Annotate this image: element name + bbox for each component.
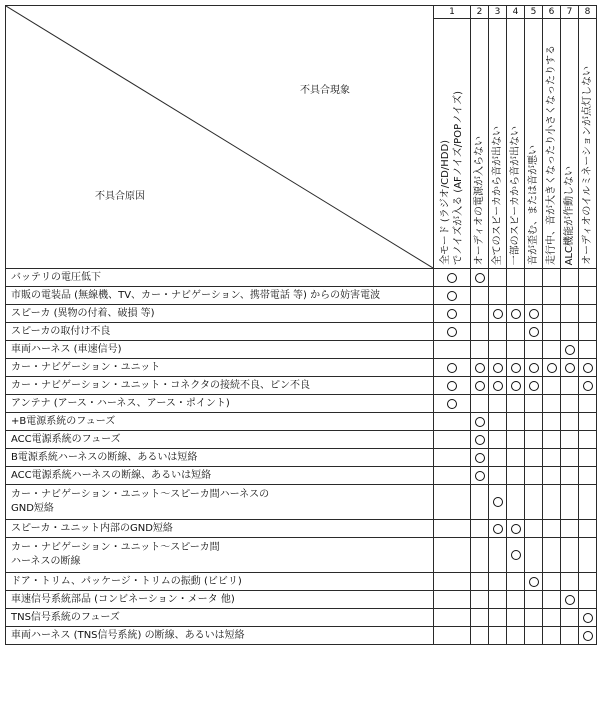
mark-cell-col-2: [471, 520, 489, 538]
mark-cell-col-8: [579, 449, 597, 467]
table-row: [6, 323, 597, 341]
cause-text: バッテリの電圧低下: [11, 271, 101, 283]
mark-cell-col-4: [507, 591, 525, 609]
mark-cell-col-3: [489, 609, 507, 627]
table-row: [6, 520, 597, 538]
mark-cell-col-7: [561, 395, 579, 413]
table-row: [6, 573, 597, 591]
mark-cell-col-2: [471, 627, 489, 645]
mark-cell-col-2: [471, 467, 489, 485]
mark-cell-col-4: [507, 449, 525, 467]
symptom-heading-wrap: [543, 19, 560, 268]
mark-cell-col-8: [579, 627, 597, 645]
symptom-heading-text: [545, 45, 558, 265]
mark-cell-col-3: [489, 538, 507, 573]
symptom-heading-line: 全てのスピーカから音が出ない: [492, 125, 503, 265]
symptom-heading-wrap: [471, 19, 488, 268]
mark-cell-col-2: [471, 573, 489, 591]
table-row: [6, 467, 597, 485]
table-row: [6, 377, 597, 395]
symptom-heading-line: 全モード (ラジオ/CD/HDD): [440, 140, 451, 265]
mark-cell-col-5: [525, 323, 543, 341]
mark-cell-col-6: [543, 573, 561, 591]
mark-cell-col-2: [471, 538, 489, 573]
mark-cell-col-5: [525, 305, 543, 323]
table-row: [6, 431, 597, 449]
table-row: [6, 485, 597, 520]
mark-cell-col-7: [561, 485, 579, 520]
cause-text: 車速信号系統部品 (コンビネーション・メータ 他): [11, 593, 235, 605]
mark-cell-col-6: [543, 341, 561, 359]
cause-text: 車両ハーネス (TNS信号系統) の断線、あるいは短絡: [11, 629, 245, 641]
cause-text: アンテナ (アース・ハーネス、アース・ポイント): [11, 397, 230, 409]
column-number-5: 5: [525, 6, 543, 19]
symptom-heading-text: [509, 126, 522, 265]
applicable-circle-icon: [475, 363, 485, 373]
applicable-circle-icon: [511, 363, 521, 373]
mark-cell-col-5: [525, 413, 543, 431]
corner-header: [6, 6, 434, 269]
mark-cell-col-5: [525, 467, 543, 485]
applicable-circle-icon: [447, 363, 457, 373]
symptom-heading-line: 走行中、音が大きくなったり小さくなったりする: [546, 45, 557, 265]
mark-cell-col-6: [543, 359, 561, 377]
mark-cell-col-8: [579, 341, 597, 359]
symptom-heading-col-7: [561, 19, 579, 269]
symptom-heading-line: でノイズが入る (AFノイズ/POPノイズ): [453, 91, 464, 265]
cause-cell: [6, 485, 434, 520]
cause-text: ACC電源系統のフューズ: [11, 433, 121, 445]
symptom-heading-wrap: [489, 19, 506, 268]
applicable-circle-icon: [493, 524, 503, 534]
mark-cell-col-7: [561, 609, 579, 627]
mark-cell-col-7: [561, 591, 579, 609]
mark-cell-col-1: [434, 591, 471, 609]
applicable-circle-icon: [529, 309, 539, 319]
mark-cell-col-5: [525, 449, 543, 467]
mark-cell-col-1: [434, 341, 471, 359]
mark-cell-col-3: [489, 591, 507, 609]
mark-cell-col-6: [543, 520, 561, 538]
mark-cell-col-4: [507, 538, 525, 573]
cause-text: +B電源系統のフューズ: [11, 415, 116, 427]
mark-cell-col-8: [579, 377, 597, 395]
mark-cell-col-7: [561, 520, 579, 538]
cause-cell: [6, 287, 434, 305]
mark-cell-col-1: [434, 305, 471, 323]
mark-cell-col-5: [525, 359, 543, 377]
mark-cell-col-6: [543, 287, 561, 305]
applicable-circle-icon: [447, 399, 457, 409]
mark-cell-col-4: [507, 627, 525, 645]
mark-cell-col-3: [489, 377, 507, 395]
table-row: [6, 269, 597, 287]
applicable-circle-icon: [493, 309, 503, 319]
cause-text: スピーカの取付け不良: [11, 325, 111, 337]
cause-text: ドア・トリム、パッケージ・トリムの振動 (ビビリ): [11, 575, 242, 587]
column-number-7: 7: [561, 6, 579, 19]
symptom-heading-col-6: [543, 19, 561, 269]
symptom-heading-col-8: [579, 19, 597, 269]
mark-cell-col-4: [507, 377, 525, 395]
mark-cell-col-3: [489, 485, 507, 520]
symptom-heading-wrap: [434, 19, 470, 268]
mark-cell-col-8: [579, 431, 597, 449]
table-row: [6, 359, 597, 377]
mark-cell-col-2: [471, 413, 489, 431]
symptom-heading-line: 一部のスピーカから音が出ない: [510, 125, 521, 265]
mark-cell-col-6: [543, 467, 561, 485]
applicable-circle-icon: [583, 631, 593, 641]
applicable-circle-icon: [511, 550, 521, 560]
mark-cell-col-6: [543, 591, 561, 609]
mark-cell-col-5: [525, 395, 543, 413]
mark-cell-col-4: [507, 609, 525, 627]
applicable-circle-icon: [565, 363, 575, 373]
table-row: [6, 395, 597, 413]
symptom-heading-text: [527, 145, 540, 265]
cause-text: B電源系統ハーネスの断線、あるいは短絡: [11, 451, 198, 463]
applicable-circle-icon: [583, 381, 593, 391]
mark-cell-col-2: [471, 395, 489, 413]
cause-cell: [6, 341, 434, 359]
cause-cell: [6, 323, 434, 341]
mark-cell-col-7: [561, 627, 579, 645]
applicable-circle-icon: [493, 497, 503, 507]
cause-cell: [6, 305, 434, 323]
cause-cell: [6, 520, 434, 538]
mark-cell-col-8: [579, 395, 597, 413]
applicable-circle-icon: [511, 309, 521, 319]
cause-text: ハーネスの断線: [11, 556, 81, 567]
applicable-circle-icon: [447, 273, 457, 283]
applicable-circle-icon: [447, 309, 457, 319]
symptom-heading-wrap: [561, 19, 578, 268]
mark-cell-col-6: [543, 627, 561, 645]
corner-header-box: [6, 6, 433, 268]
mark-cell-col-5: [525, 627, 543, 645]
mark-cell-col-6: [543, 431, 561, 449]
cause-cell: [6, 359, 434, 377]
applicable-circle-icon: [511, 381, 521, 391]
mark-cell-col-1: [434, 287, 471, 305]
applicable-circle-icon: [529, 363, 539, 373]
mark-cell-col-3: [489, 467, 507, 485]
applicable-circle-icon: [529, 381, 539, 391]
cause-cell: [6, 467, 434, 485]
mark-cell-col-8: [579, 609, 597, 627]
table-row: [6, 305, 597, 323]
mark-cell-col-2: [471, 287, 489, 305]
mark-cell-col-5: [525, 485, 543, 520]
mark-cell-col-2: [471, 609, 489, 627]
mark-cell-col-5: [525, 573, 543, 591]
table-row: [6, 538, 597, 573]
mark-cell-col-7: [561, 449, 579, 467]
mark-cell-col-3: [489, 323, 507, 341]
mark-cell-col-3: [489, 449, 507, 467]
mark-cell-col-3: [489, 573, 507, 591]
table-row: [6, 591, 597, 609]
column-number-2: 2: [471, 6, 489, 19]
symptom-heading-line: オーディオのイルミネーションが点灯しない: [582, 66, 593, 265]
applicable-circle-icon: [475, 273, 485, 283]
mark-cell-col-8: [579, 538, 597, 573]
mark-cell-col-4: [507, 269, 525, 287]
symptom-heading-col-4: [507, 19, 525, 269]
mark-cell-col-7: [561, 431, 579, 449]
applicable-circle-icon: [511, 524, 521, 534]
mark-cell-col-5: [525, 609, 543, 627]
column-number-8: 8: [579, 6, 597, 19]
mark-cell-col-4: [507, 359, 525, 377]
column-number-6: 6: [543, 6, 561, 19]
applicable-circle-icon: [529, 327, 539, 337]
applicable-circle-icon: [565, 595, 575, 605]
mark-cell-col-3: [489, 395, 507, 413]
mark-cell-col-6: [543, 323, 561, 341]
mark-cell-col-8: [579, 287, 597, 305]
mark-cell-col-3: [489, 627, 507, 645]
symptom-heading-line: 音が歪む、または音が悪い: [528, 145, 539, 265]
applicable-circle-icon: [475, 435, 485, 445]
mark-cell-col-8: [579, 269, 597, 287]
symptom-heading-text: [473, 136, 486, 265]
mark-cell-col-2: [471, 431, 489, 449]
mark-cell-col-1: [434, 520, 471, 538]
mark-cell-col-6: [543, 377, 561, 395]
cause-text: カー・ナビゲーション・ユニット・コネクタの接続不良、ピン不良: [11, 379, 310, 391]
cause-cell: [6, 377, 434, 395]
mark-cell-col-5: [525, 341, 543, 359]
symptom-heading-text: [563, 166, 576, 265]
cause-cell: [6, 449, 434, 467]
mark-cell-col-1: [434, 413, 471, 431]
applicable-circle-icon: [447, 291, 457, 301]
mark-cell-col-2: [471, 377, 489, 395]
mark-cell-col-8: [579, 323, 597, 341]
column-number-row: [6, 6, 597, 19]
symptom-heading-wrap: [525, 19, 542, 268]
mark-cell-col-1: [434, 431, 471, 449]
mark-cell-col-6: [543, 449, 561, 467]
mark-cell-col-5: [525, 431, 543, 449]
applicable-circle-icon: [493, 363, 503, 373]
cause-text: スピーカ・ユニット内部のGND短絡: [11, 522, 173, 534]
diagonal-divider: [6, 6, 433, 268]
mark-cell-col-7: [561, 538, 579, 573]
mark-cell-col-7: [561, 341, 579, 359]
cause-text: GND短絡: [11, 503, 54, 514]
mark-cell-col-8: [579, 520, 597, 538]
mark-cell-col-2: [471, 449, 489, 467]
mark-cell-col-1: [434, 269, 471, 287]
mark-cell-col-4: [507, 341, 525, 359]
mark-cell-col-4: [507, 413, 525, 431]
mark-cell-col-3: [489, 269, 507, 287]
applicable-circle-icon: [547, 363, 557, 373]
mark-cell-col-5: [525, 287, 543, 305]
mark-cell-col-1: [434, 449, 471, 467]
symptom-heading-text: [439, 91, 465, 265]
cause-cell: [6, 627, 434, 645]
table-row: [6, 627, 597, 645]
applicable-circle-icon: [565, 345, 575, 355]
mark-cell-col-3: [489, 431, 507, 449]
mark-cell-col-1: [434, 538, 471, 573]
cause-text: 市販の電装品 (無線機、TV、カー・ナビゲーション、携帯電話 等) からの妨害電波: [11, 289, 381, 301]
applicable-circle-icon: [493, 381, 503, 391]
mark-cell-col-7: [561, 287, 579, 305]
applicable-circle-icon: [583, 613, 593, 623]
column-number-4: 4: [507, 6, 525, 19]
symptom-heading-col-5: [525, 19, 543, 269]
mark-cell-col-7: [561, 323, 579, 341]
mark-cell-col-5: [525, 269, 543, 287]
applicable-circle-icon: [475, 417, 485, 427]
table-row: [6, 287, 597, 305]
mark-cell-col-4: [507, 467, 525, 485]
cause-text: カー・ナビゲーション・ユニット: [11, 361, 161, 373]
mark-cell-col-8: [579, 359, 597, 377]
mark-cell-col-1: [434, 609, 471, 627]
symptom-heading-col-3: [489, 19, 507, 269]
symptom-heading-col-1: [434, 19, 471, 269]
phenomenon-heading: 不具合現象: [300, 85, 350, 96]
cause-text: スピーカ (異物の付着、破損 等): [11, 307, 155, 319]
mark-cell-col-6: [543, 485, 561, 520]
mark-cell-col-2: [471, 269, 489, 287]
table-row: [6, 449, 597, 467]
applicable-circle-icon: [583, 363, 593, 373]
mark-cell-col-8: [579, 467, 597, 485]
cause-cell: [6, 413, 434, 431]
mark-cell-col-1: [434, 323, 471, 341]
cause-cell: [6, 431, 434, 449]
mark-cell-col-1: [434, 485, 471, 520]
cause-cell: [6, 395, 434, 413]
mark-cell-col-8: [579, 413, 597, 431]
mark-cell-col-7: [561, 269, 579, 287]
cause-text: TNS信号系統のフューズ: [11, 611, 120, 623]
mark-cell-col-7: [561, 413, 579, 431]
mark-cell-col-3: [489, 520, 507, 538]
symptom-heading-text: [491, 126, 504, 265]
cause-cell: [6, 573, 434, 591]
mark-cell-col-6: [543, 305, 561, 323]
cause-text: カー・ナビゲーション・ユニット～スピーカ間: [11, 542, 220, 553]
mark-cell-col-1: [434, 359, 471, 377]
mark-cell-col-2: [471, 359, 489, 377]
cause-cell: [6, 609, 434, 627]
applicable-circle-icon: [529, 577, 539, 587]
cause-heading: 不具合原因: [95, 191, 145, 202]
mark-cell-col-2: [471, 341, 489, 359]
column-number-3: 3: [489, 6, 507, 19]
mark-cell-col-4: [507, 287, 525, 305]
symptom-heading-wrap: [579, 19, 596, 268]
mark-cell-col-4: [507, 485, 525, 520]
troubleshooting-matrix: [5, 5, 597, 645]
cause-text: カー・ナビゲーション・ユニット～スピーカ間ハーネスの: [11, 489, 270, 500]
applicable-circle-icon: [447, 381, 457, 391]
mark-cell-col-2: [471, 305, 489, 323]
mark-cell-col-1: [434, 627, 471, 645]
symptom-heading-line: オーディオの電源が入らない: [474, 135, 485, 265]
symptom-heading-col-2: [471, 19, 489, 269]
mark-cell-col-3: [489, 287, 507, 305]
column-number-1: 1: [434, 6, 471, 19]
mark-cell-col-8: [579, 305, 597, 323]
table-row: [6, 341, 597, 359]
symptom-heading-line: ALC機能が作動しない: [564, 165, 575, 265]
applicable-circle-icon: [475, 453, 485, 463]
mark-cell-col-8: [579, 573, 597, 591]
mark-cell-col-1: [434, 573, 471, 591]
cause-cell: [6, 269, 434, 287]
mark-cell-col-7: [561, 359, 579, 377]
mark-cell-col-6: [543, 609, 561, 627]
mark-cell-col-6: [543, 269, 561, 287]
mark-cell-col-6: [543, 413, 561, 431]
mark-cell-col-3: [489, 305, 507, 323]
mark-cell-col-2: [471, 323, 489, 341]
mark-cell-col-8: [579, 591, 597, 609]
mark-cell-col-2: [471, 485, 489, 520]
cause-cell: [6, 591, 434, 609]
mark-cell-col-3: [489, 413, 507, 431]
mark-cell-col-4: [507, 431, 525, 449]
applicable-circle-icon: [475, 381, 485, 391]
symptom-heading-text: [581, 66, 594, 265]
mark-cell-col-8: [579, 485, 597, 520]
mark-cell-col-6: [543, 395, 561, 413]
mark-cell-col-1: [434, 395, 471, 413]
mark-cell-col-7: [561, 467, 579, 485]
mark-cell-col-6: [543, 538, 561, 573]
applicable-circle-icon: [447, 327, 457, 337]
mark-cell-col-1: [434, 377, 471, 395]
mark-cell-col-3: [489, 341, 507, 359]
mark-cell-col-5: [525, 538, 543, 573]
mark-cell-col-5: [525, 377, 543, 395]
mark-cell-col-5: [525, 520, 543, 538]
mark-cell-col-7: [561, 305, 579, 323]
mark-cell-col-3: [489, 359, 507, 377]
table-row: [6, 609, 597, 627]
mark-cell-col-4: [507, 573, 525, 591]
mark-cell-col-4: [507, 305, 525, 323]
mark-cell-col-4: [507, 395, 525, 413]
mark-cell-col-1: [434, 467, 471, 485]
table-row: [6, 413, 597, 431]
symptom-heading-wrap: [507, 19, 524, 268]
mark-cell-col-2: [471, 591, 489, 609]
cause-cell: [6, 538, 434, 573]
cause-text: 車両ハーネス (車速信号): [11, 343, 122, 355]
mark-cell-col-5: [525, 591, 543, 609]
mark-cell-col-7: [561, 377, 579, 395]
cause-text: ACC電源系統ハーネスの断線、あるいは短絡: [11, 469, 212, 481]
applicable-circle-icon: [475, 471, 485, 481]
mark-cell-col-4: [507, 520, 525, 538]
mark-cell-col-4: [507, 323, 525, 341]
mark-cell-col-7: [561, 573, 579, 591]
matrix-body: [6, 269, 597, 645]
